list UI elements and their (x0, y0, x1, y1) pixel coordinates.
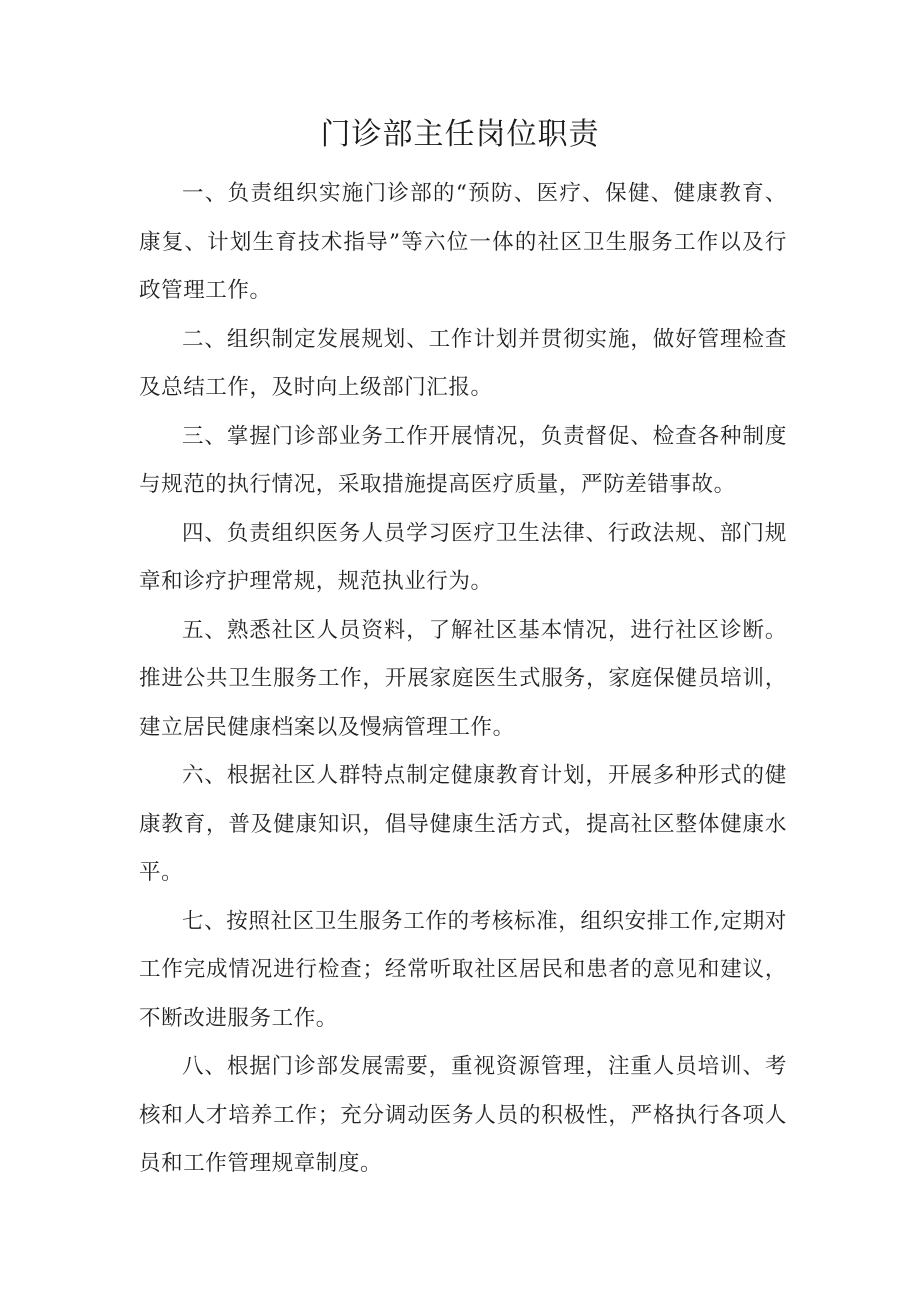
paragraph-1: 一、负责组织实施门诊部的“预防、医疗、保健、健康教育、康复、计划生育技术指导”等六位一体的社区卫生服务工作以及行政管理工作。 (139, 181, 787, 303)
paragraph-7: 七、按照社区卫生服务工作的考核标准，组织安排工作,定期对工作完成情况进行检查；经常听取社区居民和患者的意见和建议，不断改进服务工作。 (139, 908, 787, 1031)
document-title: 门诊部主任岗位职责 (320, 117, 600, 152)
paragraph-5: 五、熟悉社区人员资料，了解社区基本情况，进行社区诊断。推进公共卫生服务工作，开展家庭医生式服务，家庭保健员培训，建立居民健康档案以及慢病管理工作。 (139, 617, 787, 740)
paragraph-6: 六、根据社区人群特点制定健康教育计划，开展多种形式的健康教育，普及健康知识，倡导健康生活方式，提高社区整体健康水平。 (139, 763, 787, 885)
document-body (139, 170, 787, 1189)
paragraph-8: 八、根据门诊部发展需要，重视资源管理，注重人员培训、考核和人才培养工作；充分调动医务人员的积极性，严格执行各项人员和工作管理规章制度。 (139, 1054, 787, 1176)
paragraph-2: 二、组织制定发展规划、工作计划并贯彻实施，做好管理检查及总结工作，及时向上级部门汇报。 (139, 326, 787, 400)
paragraph-4: 四、负责组织医务人员学习医疗卫生法律、行政法规、部门规章和诊疗护理常规，规范执业行为。 (139, 520, 787, 594)
paragraph-3: 三、掌握门诊部业务工作开展情况，负责督促、检查各种制度与规范的执行情况，采取措施提高医疗质量，严防差错事故。 (139, 423, 787, 497)
